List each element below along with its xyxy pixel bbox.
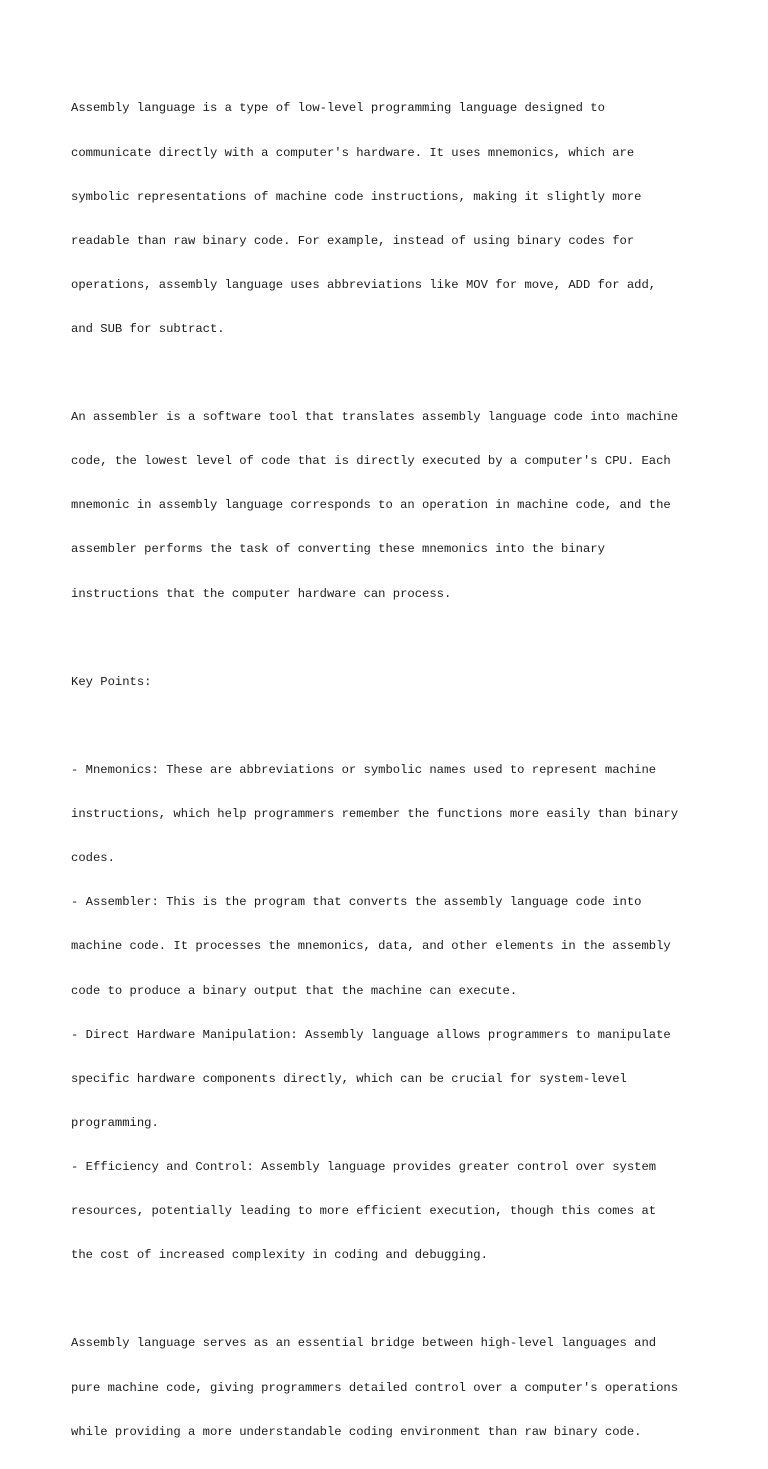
- text-line: assembler performs the task of converting these mnemonics into the binary: [71, 542, 605, 557]
- list-item-line: instructions, which help programmers remember the functions more easily than binary: [71, 807, 679, 822]
- paragraph-spacer: [71, 631, 711, 646]
- list-item-line: programming.: [71, 1115, 159, 1130]
- paragraph-spacer: [71, 366, 711, 381]
- paragraph-spacer: [71, 719, 711, 734]
- text-line: communicate directly with a computer's hardware. It uses mnemonics, which are: [71, 145, 635, 160]
- key-points-list: [71, 734, 711, 1293]
- assembler-paragraph: [71, 381, 711, 631]
- text-line: An assembler is a software tool that translates assembly language code into machine: [71, 410, 679, 425]
- list-item-line: codes.: [71, 851, 115, 866]
- list-item-line: - Assembler: This is the program that converts the assembly language code into: [71, 895, 642, 910]
- intro-paragraph: [71, 72, 711, 366]
- document-body: [71, 72, 711, 1469]
- list-item-line: - Mnemonics: These are abbreviations or symbolic names used to represent machine: [71, 763, 657, 777]
- text-line: while providing a more understandable coding environment than raw binary code.: [71, 1424, 642, 1439]
- text-line: Assembly language serves as an essential bridge between high-level languages and: [71, 1336, 657, 1351]
- paragraph-spacer: [71, 1292, 711, 1307]
- list-item-line: specific hardware components directly, which can be crucial for system-level: [71, 1071, 627, 1086]
- text-line: and SUB for subtract.: [71, 321, 225, 336]
- list-item-line: - Direct Hardware Manipulation: Assembly language allows programmers to manipulate: [71, 1027, 671, 1042]
- text-line: code, the lowest level of code that is directly executed by a computer's CPU. Each: [71, 454, 671, 469]
- text-line: operations, assembly language uses abbreviations like MOV for move, ADD for add,: [71, 277, 657, 292]
- list-item-line: resources, potentially leading to more efficient execution, though this comes at: [71, 1204, 657, 1219]
- text-line: readable than raw binary code. For example, instead of using binary codes for: [71, 233, 635, 248]
- list-item-line: - Efficiency and Control: Assembly language provides greater control over system: [71, 1159, 657, 1174]
- heading-line: Key Points:: [71, 674, 152, 689]
- text-line: pure machine code, giving programmers detailed control over a computer's operations: [71, 1380, 679, 1395]
- list-item-line: machine code. It processes the mnemonics, data, and other elements in the assembly: [71, 939, 671, 954]
- text-line: instructions that the computer hardware can process.: [71, 586, 452, 601]
- list-item-line: the cost of increased complexity in coding and debugging.: [71, 1248, 488, 1263]
- text-line: Assembly language is a type of low-level programming language designed to: [71, 101, 605, 116]
- text-line: symbolic representations of machine code instructions, making it slightly more: [71, 189, 642, 204]
- text-line: mnemonic in assembly language corresponds to an operation in machine code, and the: [71, 498, 671, 513]
- conclusion-paragraph: [71, 1307, 711, 1469]
- list-item-line: code to produce a binary output that the machine can execute.: [71, 983, 518, 998]
- key-points-heading: [71, 645, 711, 719]
